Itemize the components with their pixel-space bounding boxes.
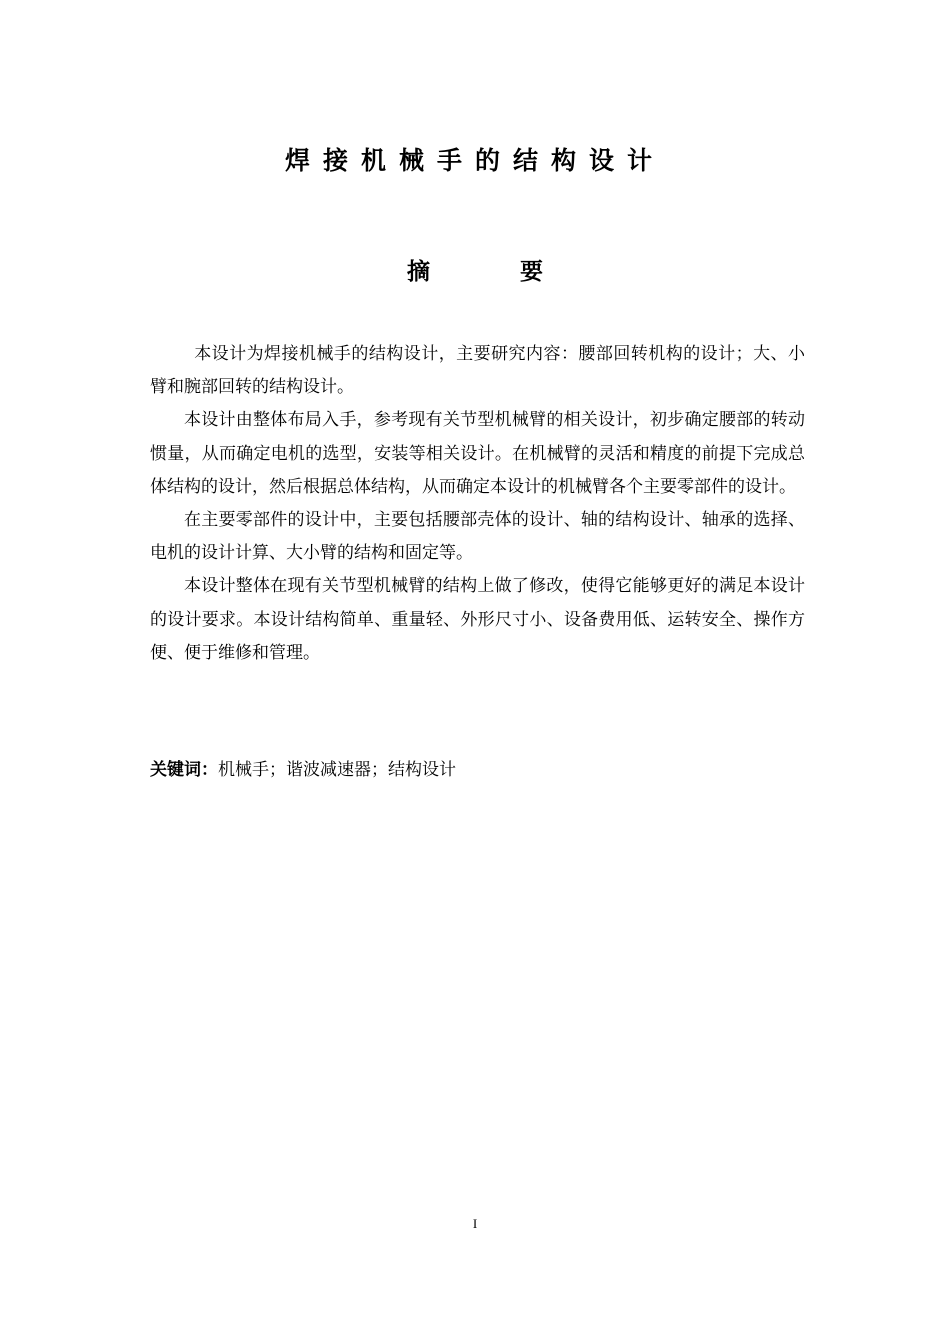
abstract-body	[150, 338, 805, 670]
abstract-heading	[0, 256, 950, 288]
abstract-heading-left: 摘	[407, 259, 430, 285]
abstract-paragraph-1: 本设计为焊接机械手的结构设计，主要研究内容：腰部回转机构的设计；大、小臂和腕部回转的结构设计。	[150, 344, 805, 398]
keywords-line	[150, 754, 805, 786]
abstract-paragraph-3: 在主要零部件的设计中，主要包括腰部壳体的设计、轴的结构设计、轴承的选择、电机的设计计算、大小臂的结构和固定等。	[150, 510, 805, 564]
document-title: 焊接机械手的结构设计	[284, 146, 665, 175]
abstract-heading-right: 要	[520, 259, 543, 285]
keywords-value: 机械手；谐波减速器；结构设计	[218, 760, 456, 780]
page-number: I	[472, 1216, 478, 1231]
abstract-paragraph-2: 本设计由整体布局入手，参考现有关节型机械臂的相关设计，初步确定腰部的转动惯量，从而确定电机的选型，安装等相关设计。在机械臂的灵活和精度的前提下完成总体结构的设计，然后根据总体结构，从而确定本设计的机械臂各个主要零部件的设计。	[150, 410, 805, 497]
keywords-label: 关键词：	[150, 760, 218, 780]
abstract-paragraph-4: 本设计整体在现有关节型机械臂的结构上做了修改，使得它能够更好的满足本设计的设计要求。本设计结构简单、重量轻、外形尺寸小、设备费用低、运转安全、操作方便、便于维修和管理。	[150, 576, 805, 663]
